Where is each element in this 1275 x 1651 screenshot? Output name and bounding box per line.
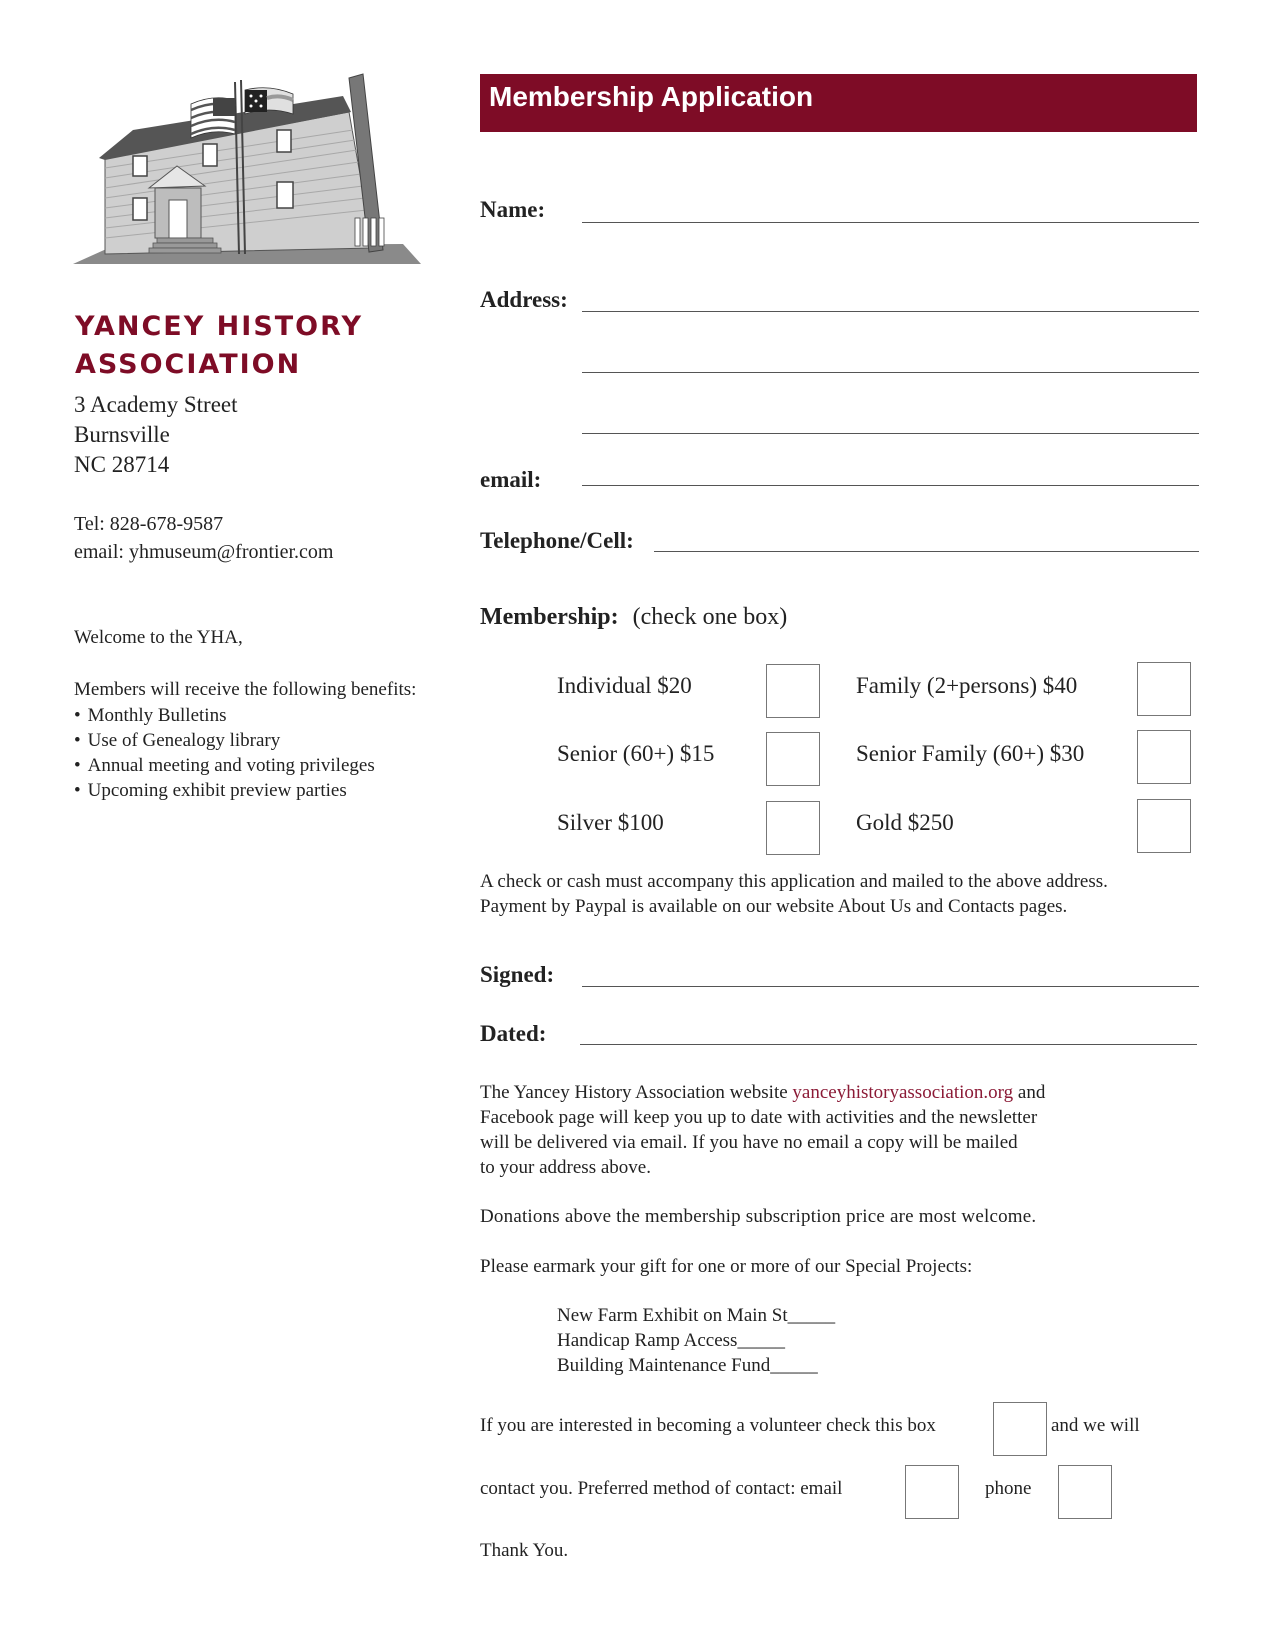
contact-phone-checkbox[interactable] xyxy=(1058,1465,1112,1519)
organization-name xyxy=(75,308,415,384)
benefit-item: • Annual meeting and voting privileges xyxy=(74,753,375,778)
option-gold-label: Gold $250 xyxy=(856,810,954,835)
checkbox-gold[interactable] xyxy=(1137,799,1191,853)
donations-text xyxy=(480,1204,1036,1229)
title-bar xyxy=(480,74,1197,132)
name-field-line[interactable] xyxy=(582,222,1199,223)
option-individual-label: Individual $20 xyxy=(557,673,692,698)
name-label: Name: xyxy=(480,197,546,222)
website-info xyxy=(480,1080,1045,1180)
page-title: Membership Application xyxy=(489,81,814,112)
organization-address xyxy=(74,390,238,480)
website-info-line: Facebook page will keep you up to date with activities and the newsletter xyxy=(480,1107,1038,1128)
website-pre-text: The Yancey History Association website xyxy=(480,1082,793,1103)
membership-heading xyxy=(480,604,787,631)
membership-hint: (check one box) xyxy=(632,604,788,630)
checkbox-senior[interactable] xyxy=(766,732,820,786)
address-field-line-2[interactable] xyxy=(582,372,1199,373)
benefits-intro: Members will receive the following benefits: xyxy=(74,679,417,700)
donations-line: Donations above the membership subscription price are most welcome. xyxy=(480,1206,1037,1227)
website-info-line: will be delivered via email. If you have no email a copy will be mailed xyxy=(480,1132,1018,1153)
benefit-item: • Upcoming exhibit preview parties xyxy=(74,778,375,803)
option-family-label: Family (2+persons) $40 xyxy=(856,673,1078,698)
project-item[interactable]: Handicap Ramp Access_____ xyxy=(557,1330,785,1351)
payment-note xyxy=(480,869,1108,919)
benefit-item: • Monthly Bulletins xyxy=(74,703,375,728)
option-senior-family-label: Senior Family (60+) $30 xyxy=(856,741,1085,766)
address-field-line-3[interactable] xyxy=(582,433,1199,434)
organization-contact xyxy=(74,510,333,566)
thank-you-text: Thank You. xyxy=(480,1540,569,1561)
email-field-line[interactable] xyxy=(582,485,1199,486)
contact-phone-label: phone xyxy=(985,1478,1032,1499)
earmark-text: Please earmark your gift for one or more of our Special Projects: xyxy=(480,1256,973,1277)
dated-label: Dated: xyxy=(480,1021,547,1046)
website-info-line: to your address above. xyxy=(480,1157,651,1178)
payment-note-line: Payment by Paypal is available on our website About Us and Contacts pages. xyxy=(480,896,1068,917)
address-city: Burnsville xyxy=(74,422,170,447)
address-label: Address: xyxy=(480,287,568,312)
website-line xyxy=(480,1080,1045,1105)
address-street: 3 Academy Street xyxy=(74,392,238,417)
checkbox-silver[interactable] xyxy=(766,801,820,855)
special-projects-list xyxy=(557,1303,835,1378)
volunteer-text: If you are interested in becoming a volunteer check this box xyxy=(480,1415,936,1436)
option-senior-label: Senior (60+) $15 xyxy=(557,741,715,766)
option-silver-label: Silver $100 xyxy=(557,810,664,835)
contact-email-checkbox[interactable] xyxy=(905,1465,959,1519)
organization-email: email: yhmuseum@frontier.com xyxy=(74,541,334,563)
benefits-list xyxy=(74,703,375,803)
volunteer-checkbox[interactable] xyxy=(993,1402,1047,1456)
welcome-text: Welcome to the YHA, xyxy=(74,627,243,648)
organization-name-line2: ASSOCIATION xyxy=(75,349,302,380)
website-link[interactable]: yanceyhistoryassociation.org xyxy=(792,1082,1014,1103)
benefit-item: • Use of Genealogy library xyxy=(74,728,375,753)
address-state-zip: NC 28714 xyxy=(74,452,170,477)
website-post-text: and xyxy=(1013,1082,1046,1103)
email-label: email: xyxy=(480,467,542,492)
checkbox-senior-family[interactable] xyxy=(1137,730,1191,784)
checkbox-family[interactable] xyxy=(1137,662,1191,716)
signed-label: Signed: xyxy=(480,962,555,987)
project-item[interactable]: Building Maintenance Fund_____ xyxy=(557,1355,818,1376)
payment-note-line: A check or cash must accompany this application and mailed to the above address. xyxy=(480,871,1108,892)
phone-field-line[interactable] xyxy=(654,551,1199,552)
contact-method-text: contact you. Preferred method of contact: email xyxy=(480,1478,843,1499)
address-field-line-1[interactable] xyxy=(582,311,1199,312)
historic-house-logo-icon xyxy=(73,68,423,280)
organization-name-line1: YANCEY HISTORY xyxy=(75,311,363,342)
checkbox-individual[interactable] xyxy=(766,664,820,718)
organization-tel: Tel: 828-678-9587 xyxy=(74,513,224,535)
volunteer-text-post: and we will xyxy=(1051,1415,1140,1436)
date-field-line[interactable] xyxy=(580,1044,1197,1045)
project-item[interactable]: New Farm Exhibit on Main St_____ xyxy=(557,1305,836,1326)
signature-field-line[interactable] xyxy=(582,986,1199,987)
phone-label: Telephone/Cell: xyxy=(480,528,634,553)
membership-label: Membership: xyxy=(480,604,619,630)
